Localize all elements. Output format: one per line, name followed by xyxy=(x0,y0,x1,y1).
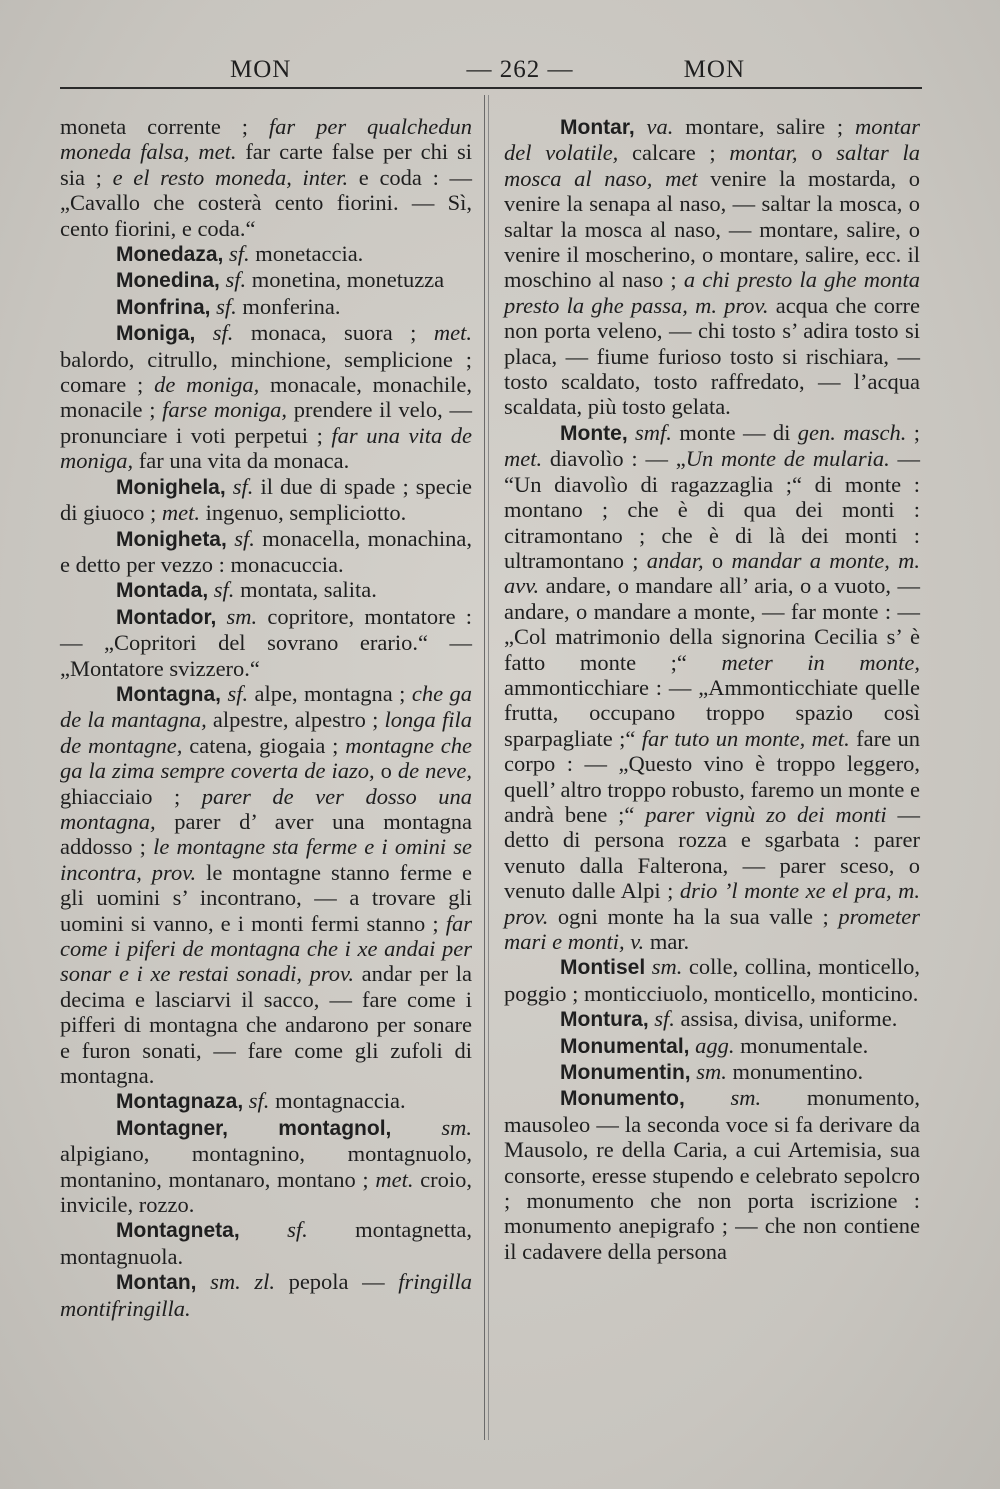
entry-headword: Montura, xyxy=(560,1008,649,1032)
entry-italic-text: sf. xyxy=(228,241,250,267)
entry-text: il due di spade ; specie di giuoco ; xyxy=(60,473,472,526)
entry-italic-text: va. xyxy=(646,114,674,139)
entry-text: o xyxy=(374,758,398,784)
header-right-guide-word: MON xyxy=(683,56,745,83)
entry-text: alpestre, alpestro ; xyxy=(206,707,385,733)
entry-text: far carte false per chi si sia ; xyxy=(60,139,472,190)
entry-text: croio, invicile, rozzo. xyxy=(60,1166,473,1218)
entry-headword: Monte, xyxy=(560,421,628,445)
entry-italic-text: saltar la mosca al naso, met xyxy=(504,140,920,191)
entry-italic-text: sf. xyxy=(232,473,254,499)
entry-text: copritore, montatore : — „Copritori del sovrano erario.“ — „Montatore svizzero.“ xyxy=(60,603,473,681)
entry-headword: Montagneta, xyxy=(116,1219,240,1243)
entry-text xyxy=(635,114,647,139)
dictionary-entry xyxy=(504,954,920,1006)
entry-text xyxy=(391,1115,441,1140)
entry-italic-text: de moniga, xyxy=(154,372,260,398)
entry-italic-text: met. xyxy=(161,500,200,526)
entry-text: colle, collina, monticello, poggio ; monticciuolo, monticello, monticino. xyxy=(504,954,920,1006)
entry-italic-text: sm. xyxy=(730,1085,762,1111)
dictionary-entry xyxy=(60,1269,472,1321)
entry-italic-text: sf. xyxy=(213,577,235,603)
entry-text: mar. xyxy=(644,929,690,954)
entry-text xyxy=(195,320,212,345)
entry-headword: Monedaza, xyxy=(116,243,224,267)
entry-italic-text: met. xyxy=(433,320,472,346)
entry-italic-text: fringilla montifringilla. xyxy=(60,1269,473,1321)
entry-italic-text: smf. xyxy=(635,419,672,445)
entry-text: montagnetta, montagnuola. xyxy=(60,1217,472,1269)
entry-italic-text: sf. xyxy=(212,320,234,346)
entry-italic-text: sm. xyxy=(696,1059,727,1085)
entry-headword: Montagna, xyxy=(116,682,221,706)
entry-text: alpe, montagna ; xyxy=(248,680,412,706)
entry-text: fare un corpo : — „Questo vino è troppo leggero, quell’ altro troppo robusto, faremo un monte e andrà bene ;“ xyxy=(504,725,921,827)
entry-text: monacella, monachina, e detto per vezzo : monacuccia. xyxy=(60,525,472,577)
entry-text: monetaccia. xyxy=(249,241,364,267)
entry-text: monumentale. xyxy=(734,1032,869,1058)
entry-italic-text: montagne che ga la zima sempre coverta de iazo, xyxy=(60,732,472,784)
entry-headword: Montador, xyxy=(116,605,217,629)
entry-headword: Moniga, xyxy=(116,322,196,346)
entry-text xyxy=(196,1269,210,1294)
entry-italic-text: sm. xyxy=(441,1114,472,1140)
entry-italic-text: drio ’l monte xe el pra, m. prov. xyxy=(504,878,920,929)
entry-text: diavolìo : — „ xyxy=(542,446,686,472)
entry-text: monetina, monetuzza xyxy=(246,267,445,293)
entry-italic-text: sf. xyxy=(654,1006,675,1032)
entry-text: parer d’ aver una montagna addosso ; xyxy=(60,808,472,860)
entry-italic-text: e el resto moneda, inter. xyxy=(112,164,349,190)
entry-text: — “Un diavolìo di ragazzaglia ;“ di monte : montano ; che è di qua dei monti : citramontano ; che è di là dei monti : ultramontano ; xyxy=(504,446,921,573)
dictionary-entry xyxy=(60,267,472,293)
entry-italic-text: sf. xyxy=(234,525,255,551)
entry-text: montata, salita. xyxy=(234,577,377,603)
entry-text: montare, salire ; xyxy=(673,114,855,139)
entry-text: montagnaccia. xyxy=(269,1088,406,1114)
entry-text: ingenuo, sempliciotto. xyxy=(200,500,407,526)
entry-italic-text: gen. masch. xyxy=(797,419,907,445)
entry-headword: Montisel xyxy=(560,956,646,980)
entry-text: acqua che corre non porta veleno, — chi tosto s’ adira tosto si placa, — fiume furioso tosto si rischiara, — tosto scaldato, tosto raffredato, — l’acqua scaldata, più tosto gelata. xyxy=(504,292,920,420)
entry-text: o xyxy=(797,140,837,166)
right-column xyxy=(504,114,920,1264)
left-column xyxy=(60,114,472,1321)
entry-italic-text: far tuto un monte, met. xyxy=(641,725,850,751)
dictionary-entry xyxy=(504,1085,920,1264)
entry-text: venire la mostarda, o venire la senapa al naso, — saltar la mosca, o saltar la mosca al naso, — montare, salire, o venire il moscherino, o montare, salire, ecc. il moschino al naso ; xyxy=(504,165,920,293)
entry-text: ogni monte ha la sua valle ; xyxy=(548,903,839,929)
dictionary-entry xyxy=(60,681,472,1089)
entry-text: catena, giogaia ; xyxy=(182,732,346,758)
header-rule xyxy=(60,87,922,89)
entry-italic-text: far una vita de moniga, xyxy=(60,422,473,474)
entry-italic-text: sf. xyxy=(216,293,237,319)
dictionary-entry xyxy=(504,420,920,955)
entry-italic-text: Un monte de mularia. xyxy=(685,446,890,472)
dictionary-entry xyxy=(60,474,472,526)
column-divider-secondary xyxy=(488,95,489,1440)
entry-text: assisa, divisa, uniforme. xyxy=(674,1006,898,1032)
entry-text: alpigiano, montagnino, montagnuolo, montanino, montanaro, montano ; xyxy=(60,1141,472,1192)
entry-headword: Montagnaza, xyxy=(116,1090,244,1114)
entry-italic-text: agg. xyxy=(695,1032,735,1058)
entry-text: ammonticchiare : — „Ammonticchiate quelle frutta, occupano troppo spazio così sparpagliate ;“ xyxy=(504,674,920,751)
entry-italic-text: farse moniga, xyxy=(162,397,288,423)
entry-text: monacale, monachile, monacile ; xyxy=(60,372,472,423)
entry-headword: Monigheta, xyxy=(116,527,227,551)
entry-text: monferina. xyxy=(236,293,341,319)
page-number: — 262 — xyxy=(466,56,574,83)
entry-headword: Monedina, xyxy=(116,269,220,293)
entry-text xyxy=(685,1085,731,1110)
entry-text: far una vita da monaca. xyxy=(133,448,350,474)
dictionary-entry xyxy=(60,1088,472,1114)
entry-headword: Monumentin, xyxy=(560,1061,691,1085)
entry-italic-text: far per qualchedun moneda falsa, met. xyxy=(60,114,472,165)
entry-italic-text: parer de ver dosso una montagna, xyxy=(60,783,472,834)
entry-text: moneta corrente ; xyxy=(60,114,269,139)
entry-italic-text: far come i piferi de montagna che i xe andai per sonar e i xe restai sonadi, prov. xyxy=(60,910,472,987)
dictionary-entry xyxy=(60,577,472,603)
entry-text: o xyxy=(703,547,732,573)
entry-italic-text: met. xyxy=(504,446,543,472)
entry-text: monumento, mausoleo — la seconda voce si fa derivare da Mausolo, re della Caria, a cui Artemisia, sua consorte, eresse stupendo e celebrato sepolcro ; monumento che non porta iscrizione : monumento anepigrafo ; — che non contiene il cadavere della persona xyxy=(504,1085,920,1264)
dictionary-entry xyxy=(60,1217,472,1269)
entry-text: monaca, suora ; xyxy=(233,320,434,346)
entry-italic-text: mandar a monte, m. avv. xyxy=(504,547,920,599)
entry-italic-text: che ga de la mantagna, xyxy=(60,680,473,733)
entry-italic-text: le montagne sta ferme e i omini se incontra, prov. xyxy=(60,834,472,885)
entry-headword: Monumento, xyxy=(560,1087,685,1111)
dictionary-entry xyxy=(504,114,920,420)
entry-italic-text: andar, xyxy=(646,547,704,573)
entry-headword: Monfrina, xyxy=(116,295,211,319)
entry-text xyxy=(628,420,635,445)
entry-italic-text: sf. xyxy=(227,680,249,706)
entry-headword: Montan, xyxy=(116,1271,197,1295)
header-left-guide-word: MON xyxy=(230,56,292,83)
entry-italic-text: sf. xyxy=(248,1088,270,1114)
dictionary-entry xyxy=(60,604,472,681)
entry-headword: Monumental, xyxy=(560,1034,690,1058)
entry-text: andar per la decima e lasciarvi il sacco, — fare come i pifferi di montagna che andarono per sonare e furon sonati, — fare come gli zufoli di montagna. xyxy=(60,961,472,1089)
dictionary-entry xyxy=(60,526,472,578)
entry-italic-text: longa fila de montagne, xyxy=(60,707,472,758)
entry-text: le montagne stanno ferme e gli uomini s’ incontrano, — a trovare gli uomini si vanno, e i monti fermi stanno ; xyxy=(60,859,472,936)
entry-headword: Monighela, xyxy=(116,475,226,499)
entry-italic-text: montar del volatile, xyxy=(504,114,920,166)
entry-text: andare, o mandare all’ aria, o a vuoto, — andare, o mandare a monte, — far monte : — „Col matrimonio della signorina Cecilia s’ è fatto monte ;“ xyxy=(504,573,920,675)
entry-italic-text: sf. xyxy=(225,267,247,293)
entry-italic-text: sm. zl. xyxy=(210,1269,275,1295)
entry-text: — detto di persona rozza e sgarbata : parer venuto dalla Falterona, — parer sceso, o venuto dalle Alpi ; xyxy=(504,801,921,904)
column-divider xyxy=(484,95,485,1440)
entry-headword: Montar, xyxy=(560,116,635,139)
dictionary-entry xyxy=(60,1115,472,1218)
running-header xyxy=(60,56,920,86)
entry-italic-text: meter in monte, xyxy=(721,649,921,675)
entry-italic-text: de neve, xyxy=(397,758,472,784)
entry-text xyxy=(240,1217,287,1242)
entry-italic-text: sf. xyxy=(287,1217,308,1243)
entry-italic-text: sm. xyxy=(651,954,683,980)
entry-text xyxy=(226,474,233,499)
entry-text: calcare ; xyxy=(618,140,730,166)
entry-text: monte — di xyxy=(671,419,798,445)
entry-text: balordo, citrullo, minchione, semplicione ; comare ; xyxy=(60,346,472,398)
entry-headword: Montada, xyxy=(116,579,209,603)
dictionary-entry xyxy=(60,294,472,320)
entry-headword: Montagner, montagnol, xyxy=(116,1116,392,1140)
entry-text xyxy=(216,604,226,629)
dictionary-entry xyxy=(504,1006,920,1032)
entry-text: e coda : — „Cavallo che costerà cento fiorini. — Sì, cento fiorini, e coda.“ xyxy=(60,164,472,241)
dictionary-entry xyxy=(60,320,472,473)
dictionary-entry xyxy=(60,114,472,241)
dictionary-entry xyxy=(504,1033,920,1059)
entry-italic-text: sm. xyxy=(226,603,258,629)
dictionary-entry xyxy=(504,1059,920,1085)
entry-italic-text: met. xyxy=(375,1166,414,1192)
entry-text: prendere il velo, — pronunciare i voti perpetui ; xyxy=(60,397,473,448)
entry-italic-text: montar, xyxy=(729,140,798,166)
entry-text: ghiacciaio ; xyxy=(60,783,202,809)
entry-text: ; xyxy=(906,419,920,445)
entry-italic-text: parer vignù zo dei monti xyxy=(645,801,887,827)
entry-italic-text: prometer mari e monti, v. xyxy=(504,903,920,954)
entry-italic-text: a chi presto la ghe monta presto la ghe passa, m. prov. xyxy=(504,267,920,318)
entry-text: monumentino. xyxy=(726,1059,864,1085)
entry-text: pepola — xyxy=(274,1269,399,1295)
dictionary-entry xyxy=(60,241,472,267)
